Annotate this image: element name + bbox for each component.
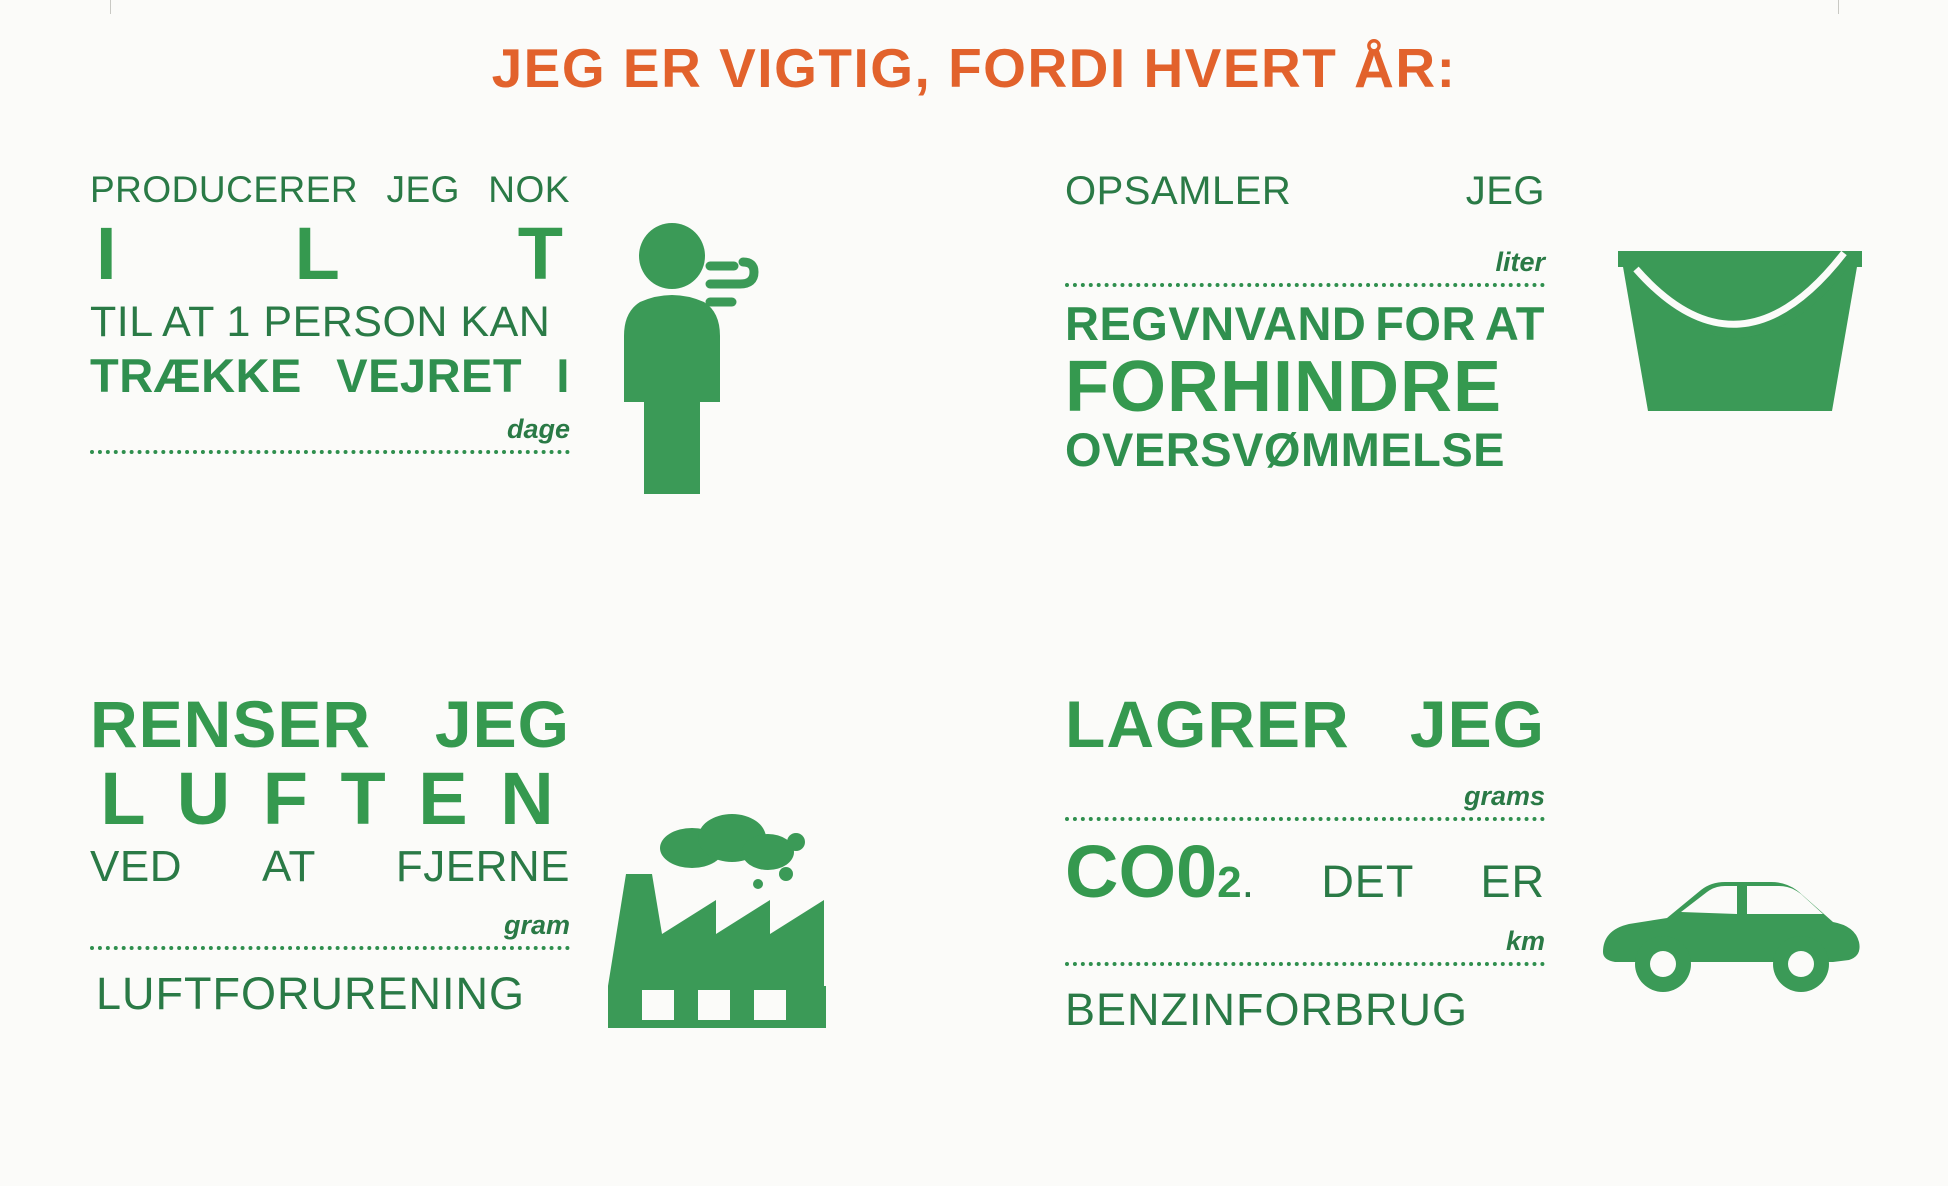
rainwater-word-at: AT (1484, 297, 1545, 350)
air-footer-luftforurening: LUFTFORURENING (96, 967, 525, 1019)
air-word-fjerne: FJERNE (395, 842, 570, 892)
oxygen-word-traekke: TRÆKKE (90, 349, 302, 403)
rainwater-value-line (1065, 283, 1545, 287)
co2-word-lagrer: LAGRER (1065, 687, 1350, 761)
air-word-ved: VED (90, 842, 182, 892)
air-word-at: AT (261, 842, 316, 892)
card-co2-storage (1065, 687, 1545, 1035)
card-air-cleaning (90, 687, 570, 1019)
oxygen-letter-l: L (294, 212, 341, 296)
rainwater-word-forhindre: FORHINDRE (1065, 346, 1502, 427)
oxygen-line-til-at: TIL AT 1 PERSON KAN (90, 297, 551, 346)
card-oxygen-text (90, 170, 570, 460)
air-word-jeg: JEG (434, 687, 570, 761)
co2-word-er: ER (1480, 855, 1545, 907)
page-title: JEG ER VIGTIG, FORDI HVERT ÅR: (491, 37, 1457, 99)
co2-km-line (1065, 962, 1545, 966)
co2-label: CO02. (1065, 829, 1256, 913)
bucket-icon (1610, 225, 1870, 460)
co2-footer-benzinforbrug: BENZINFORBRUG (1065, 983, 1469, 1035)
oxygen-word-jeg: JEG (386, 169, 460, 210)
oxygen-word-vejret: VEJRET (336, 349, 523, 403)
air-unit-gram: gram (503, 910, 570, 941)
oxygen-word-producerer: PRODUCERER (90, 169, 359, 210)
cards-grid (0, 170, 1948, 1170)
card-rainwater-text (1065, 170, 1545, 475)
co2-subscript: 2 (1217, 857, 1242, 907)
oxygen-unit-dage: dage (506, 414, 570, 445)
air-word-luften: L U F T E N (100, 756, 560, 840)
rainwater-word-jeg: JEG (1465, 169, 1545, 213)
car-icon (1595, 860, 1865, 1005)
co2-period: . (1241, 855, 1256, 907)
rainwater-unit-liter: liter (1495, 247, 1545, 278)
rainwater-word-opsamler: OPSAMLER (1065, 169, 1292, 213)
card-oxygen (90, 170, 570, 460)
oxygen-letter-t: T (517, 212, 564, 296)
co2-unit-grams: grams (1463, 780, 1545, 811)
co2-word-det: DET (1321, 855, 1415, 907)
air-word-renser: RENSER (90, 687, 372, 761)
oxygen-value-line (90, 450, 570, 454)
co2-value-line (1065, 817, 1545, 821)
card-co2-storage-text (1065, 687, 1545, 1035)
factory-smoke-icon (600, 800, 850, 1055)
crop-marks (0, 0, 1948, 14)
card-rainwater (1065, 170, 1545, 475)
air-value-line (90, 946, 570, 950)
oxygen-word-i: I (556, 349, 570, 403)
card-air-cleaning-text (90, 687, 570, 1019)
co2-unit-km: km (1505, 926, 1545, 956)
oxygen-word-nok: NOK (488, 169, 570, 210)
person-breathing-icon (610, 210, 800, 515)
rainwater-word-oversvoemmelse: OVERSVØMMELSE (1065, 423, 1506, 477)
rainwater-word-regnvand: REGVNVAND (1065, 297, 1367, 350)
rainwater-word-for: FOR (1375, 297, 1476, 350)
co2-word-jeg: JEG (1409, 687, 1545, 761)
oxygen-letter-i: I (96, 212, 118, 296)
